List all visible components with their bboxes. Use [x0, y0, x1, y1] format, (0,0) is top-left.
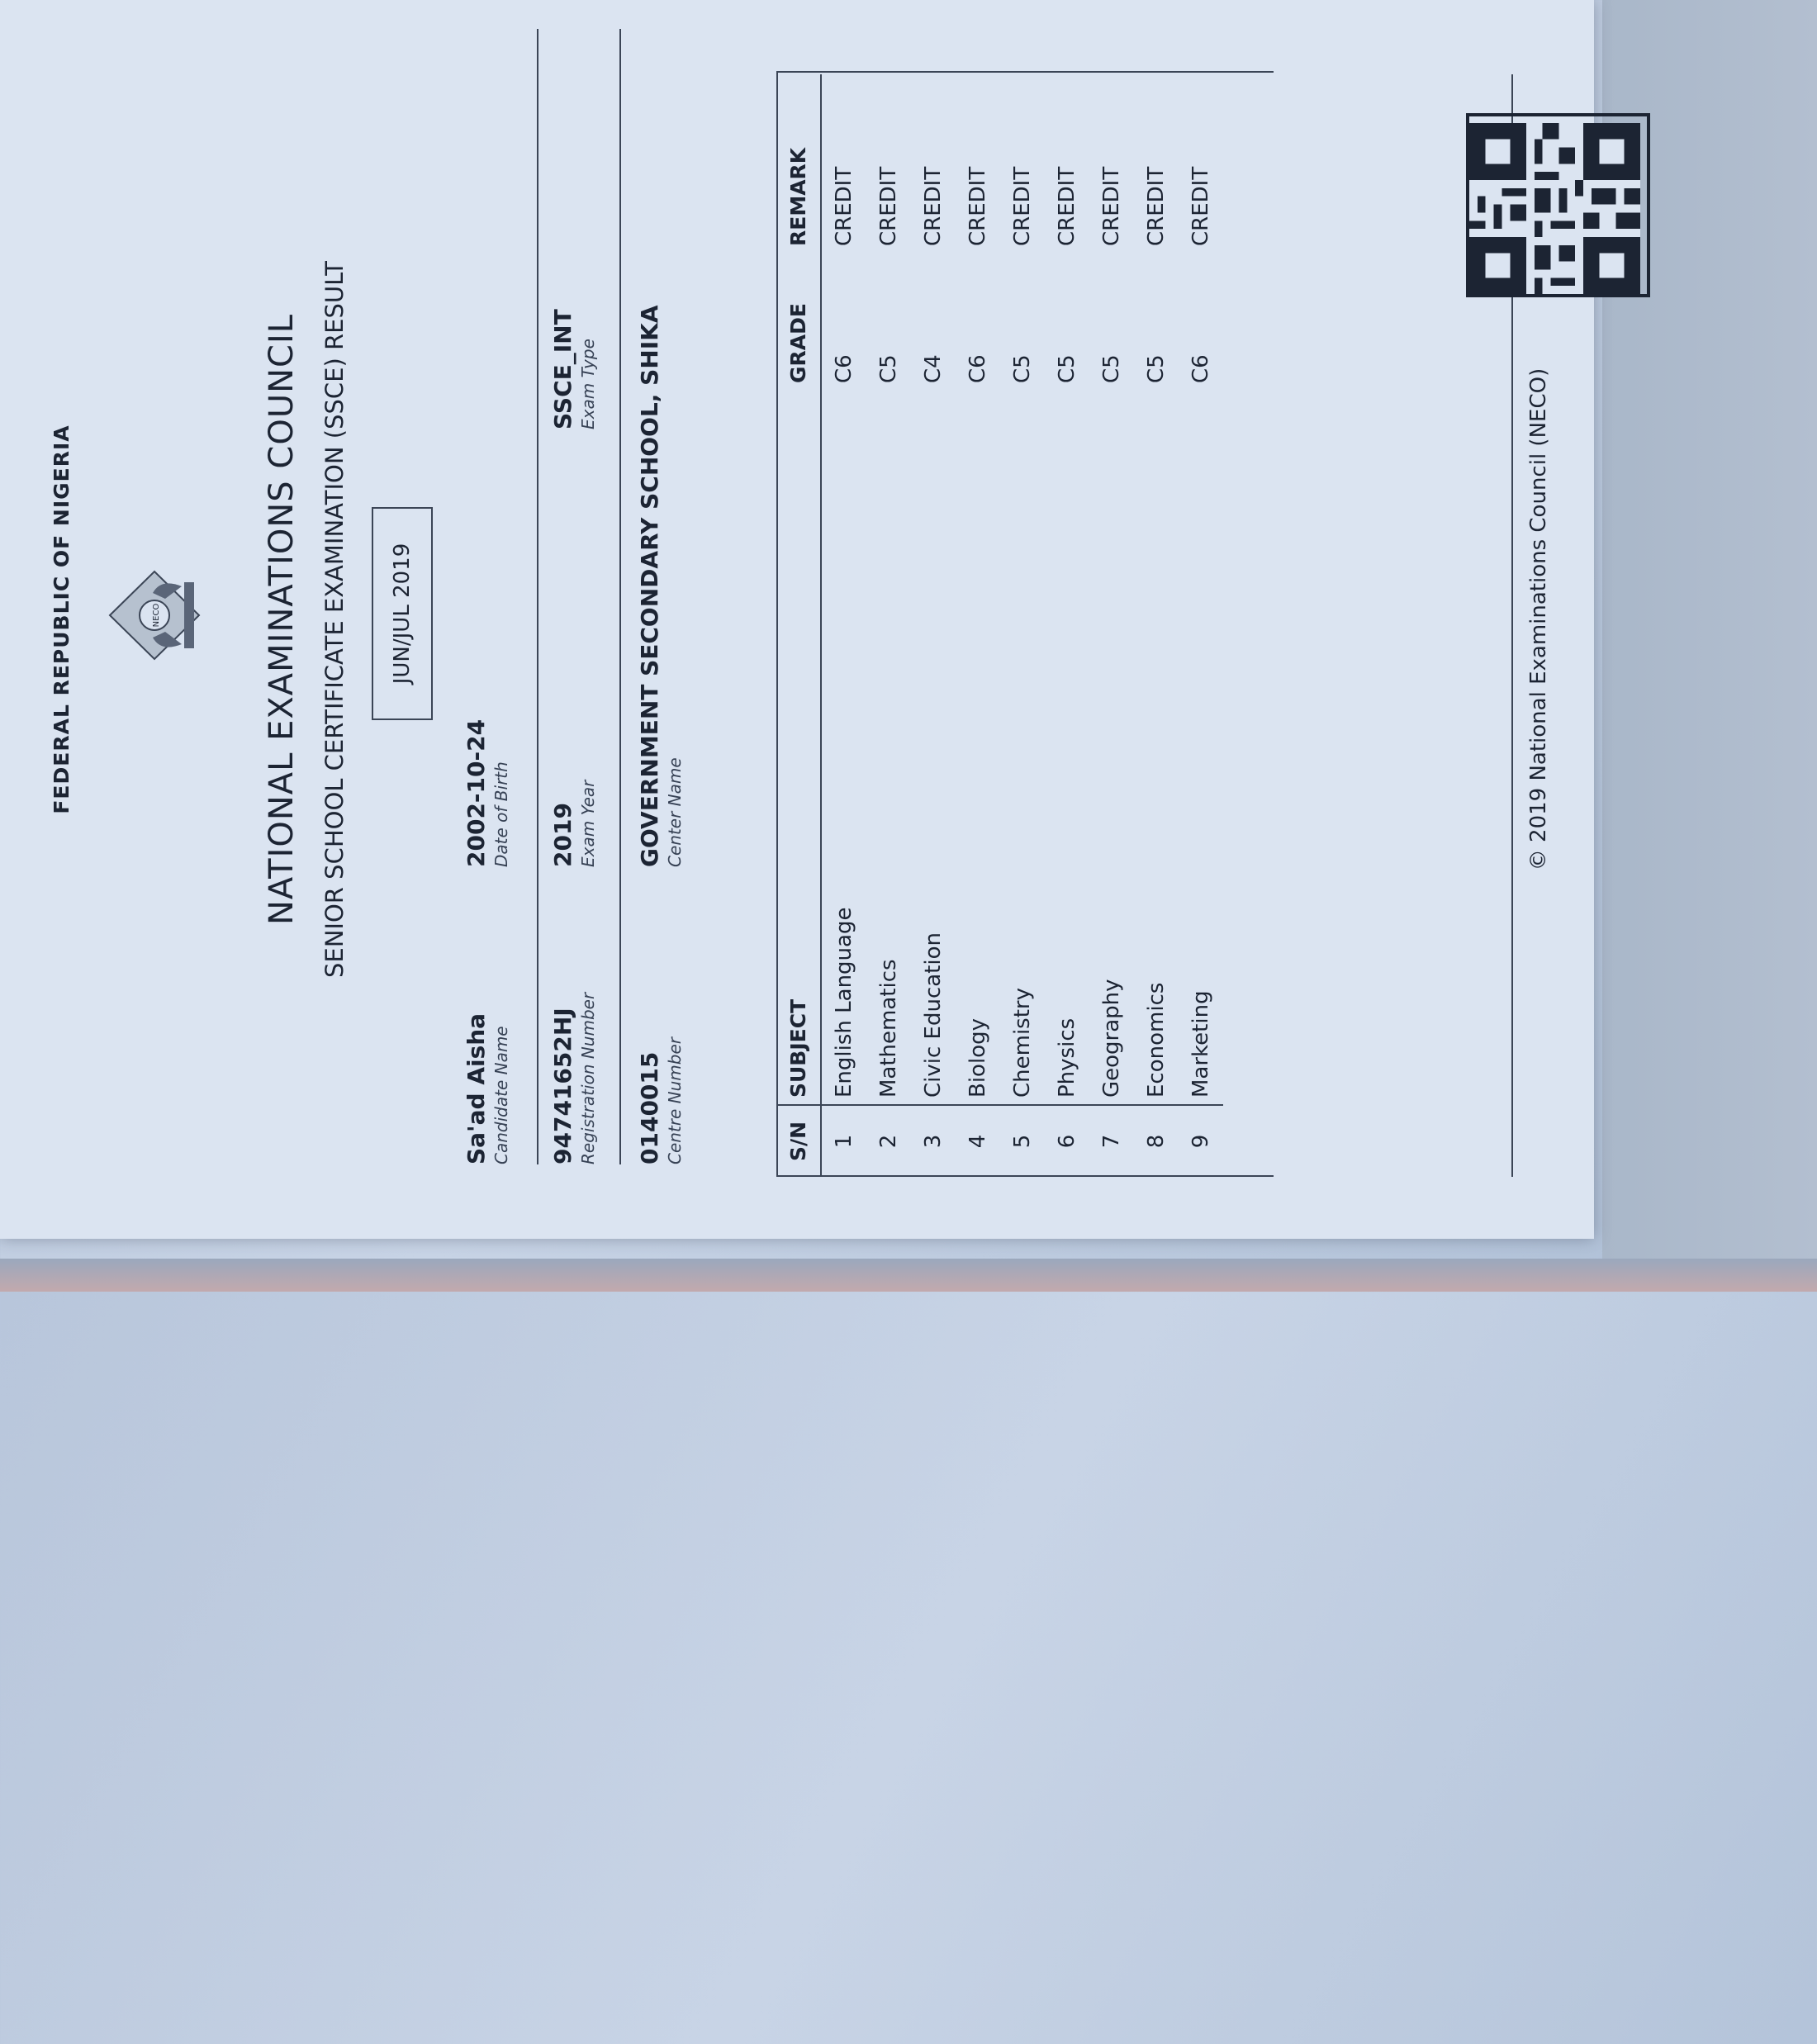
table-row	[821, 74, 866, 1177]
copyright-text: © 2019 National Examinations Council (NECO)	[1526, 368, 1551, 871]
row-sn: 2	[866, 1105, 911, 1177]
divider	[537, 29, 538, 1164]
qr-code-icon	[1469, 123, 1640, 294]
dob-label: Date of Birth	[491, 761, 511, 867]
table-row	[1089, 74, 1134, 1177]
row-subject: Economics	[1144, 982, 1169, 1098]
result-subtitle: SENIOR SCHOOL CERTIFICATE EXAMINATION (SSCE) RESULT	[320, 261, 349, 978]
row-sn: 9	[1179, 1105, 1223, 1177]
centre-number-label: Centre Number	[665, 1036, 685, 1164]
table-row	[911, 74, 956, 1177]
crest-icon	[103, 562, 211, 669]
table-header-row	[776, 74, 821, 1177]
row-subject: Geography	[1099, 979, 1124, 1098]
crest-text: NECO	[152, 603, 161, 628]
row-grade: C4	[921, 354, 946, 383]
divider	[619, 29, 621, 1164]
table-row	[1045, 74, 1089, 1177]
row-grade: C5	[1055, 354, 1079, 383]
row-subject: Mathematics	[876, 959, 901, 1098]
table-row	[956, 74, 1000, 1177]
centre-number-field	[636, 1037, 685, 1164]
row-grade: C5	[1144, 354, 1169, 383]
row-grade: C6	[832, 354, 856, 383]
dob-field	[463, 719, 511, 867]
header-subject: SUBJECT	[776, 390, 821, 1105]
row-sn: 7	[1089, 1105, 1134, 1177]
table-row	[1134, 74, 1179, 1177]
qr-code-frame	[1466, 113, 1650, 297]
row-remark: CREDIT	[876, 166, 901, 246]
row-remark: CREDIT	[1099, 166, 1124, 246]
row-sn: 4	[956, 1105, 1000, 1177]
row-subject: Civic Education	[921, 932, 946, 1098]
centre-name-label: Center Name	[665, 757, 685, 867]
row-grade: C5	[876, 354, 901, 383]
row-sn: 3	[911, 1105, 956, 1177]
candidate-name: Sa'ad Aisha	[463, 1013, 490, 1164]
row-grade: C5	[1099, 354, 1124, 383]
table-row	[1179, 74, 1223, 1177]
row-subject: Chemistry	[1010, 988, 1035, 1098]
row-grade: C6	[1188, 354, 1213, 383]
row-sn: 6	[1045, 1105, 1089, 1177]
date-of-birth: 2002-10-24	[463, 718, 490, 867]
row-remark: CREDIT	[921, 166, 946, 246]
row-remark: CREDIT	[1188, 166, 1213, 246]
row-grade: C5	[1010, 354, 1035, 383]
row-subject: Marketing	[1188, 990, 1213, 1098]
row-remark: CREDIT	[832, 166, 856, 246]
row-grade: C6	[965, 354, 990, 383]
reg-number-label: Registration Number	[578, 992, 598, 1164]
row-remark: CREDIT	[1144, 166, 1169, 246]
council-title: NATIONAL EXAMINATIONS COUNCIL	[263, 313, 301, 926]
exam-year: 2019	[549, 803, 576, 867]
result-sheet-rotated	[0, 147, 1568, 2044]
row-sn: 8	[1134, 1105, 1179, 1177]
exam-year-label: Exam Year	[578, 780, 598, 867]
exam-type-field	[549, 309, 598, 429]
row-remark: CREDIT	[1055, 166, 1079, 246]
registration-number: 94741652HJ	[549, 1008, 576, 1164]
row-remark: CREDIT	[1010, 166, 1035, 246]
table-row	[866, 74, 911, 1177]
row-subject: Physics	[1055, 1017, 1079, 1098]
results-table	[776, 74, 1223, 1177]
candidate-name-label: Candidate Name	[491, 1026, 511, 1164]
row-sn: 1	[821, 1105, 866, 1177]
header-sn: S/N	[776, 1105, 821, 1177]
row-subject: English Language	[832, 907, 856, 1098]
row-sn: 5	[1000, 1105, 1045, 1177]
header-grade: GRADE	[776, 253, 821, 390]
row-remark: CREDIT	[965, 166, 990, 246]
table-row	[1000, 74, 1045, 1177]
exam-type: SSCE_INT	[549, 309, 576, 429]
exam-session-box: JUN/JUL 2019	[372, 507, 433, 720]
exam-year-field	[549, 780, 598, 867]
reg-number-field	[549, 993, 598, 1164]
exam-type-label: Exam Type	[578, 339, 598, 429]
centre-number: 0140015	[636, 1051, 663, 1164]
candidate-name-field	[463, 1013, 511, 1164]
centre-name: GOVERNMENT SECONDARY SCHOOL, SHIKA	[636, 305, 663, 867]
centre-name-field	[636, 305, 685, 867]
country-heading: FEDERAL REPUBLIC OF NIGERIA	[50, 424, 74, 814]
header-remark: REMARK	[776, 74, 821, 253]
row-subject: Biology	[965, 1018, 990, 1098]
